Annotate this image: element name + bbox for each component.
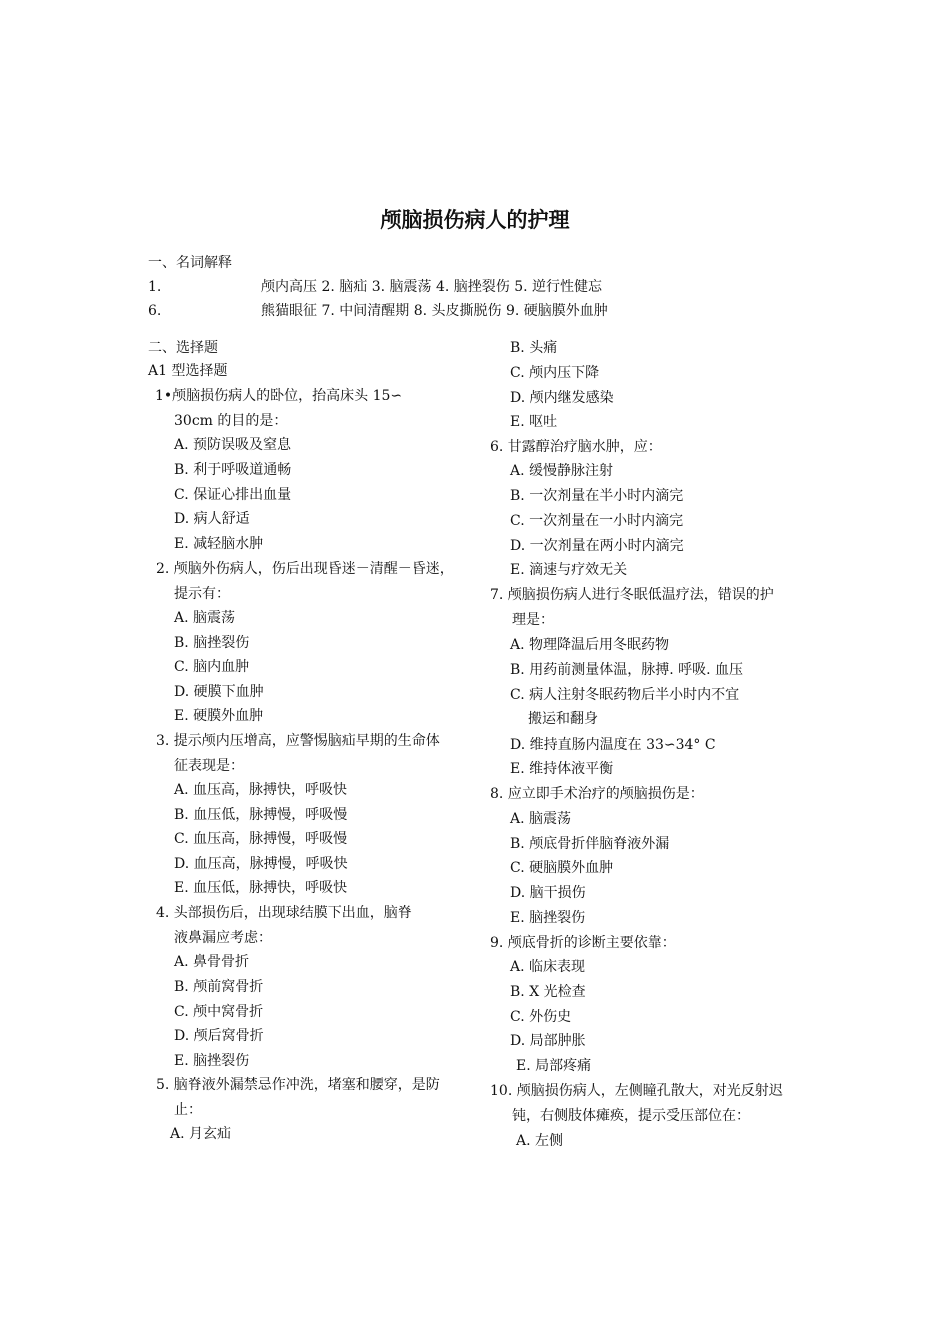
section-heading-definitions: 一、名词解释 xyxy=(148,255,232,271)
right-column-line: C. 颅内压下降 xyxy=(510,365,600,381)
left-column-line: E. 血压低，脉搏快，呼吸快 xyxy=(174,880,348,896)
left-column-line: 1•颅脑损伤病人的卧位，抬高床头 15∽ xyxy=(155,388,403,404)
left-column-line: 征表现是： xyxy=(174,758,244,774)
right-column-line: E. 脑挫裂伤 xyxy=(510,910,586,926)
subheading-a1: A1 型选择题 xyxy=(148,363,228,379)
right-column-line: C. 病人注射冬眠药物后半小时内不宜 xyxy=(510,687,740,703)
right-column-line: E. 呕吐 xyxy=(510,414,558,430)
definition-line-number: 1. xyxy=(148,279,162,295)
right-column-line: D. 脑干损伤 xyxy=(510,885,586,901)
right-column-line: A. 临床表现 xyxy=(510,959,586,975)
left-column-line: D. 血压高，脉搏慢，呼吸快 xyxy=(174,856,348,872)
left-column-line: 液鼻漏应考虑： xyxy=(174,930,272,946)
right-column-line: B. 头痛 xyxy=(510,340,558,356)
right-column-line: 搬运和翻身 xyxy=(528,711,598,727)
right-column-line: D. 维持直肠内温度在 33∽34° C xyxy=(510,737,716,753)
right-column-line: A. 物理降温后用冬眠药物 xyxy=(510,637,670,653)
right-column-line: C. 一次剂量在一小时内滴完 xyxy=(510,513,684,529)
left-column-line: D. 病人舒适 xyxy=(174,511,250,527)
right-column-line: 7. 颅脑损伤病人进行冬眠低温疗法，错误的护 xyxy=(490,587,774,603)
right-column-line: B. 用药前测量体温，脉搏. 呼吸. 血压 xyxy=(510,662,743,678)
right-column-line: A. 左侧 xyxy=(516,1133,564,1149)
page-title: 颅脑损伤病人的护理 xyxy=(380,208,570,232)
left-column-line: A. 鼻骨骨折 xyxy=(174,954,250,970)
right-column-line: 钝，右侧肢体瘫痪，提示受压部位在： xyxy=(512,1108,750,1124)
right-column-line: 9. 颅底骨折的诊断主要依靠： xyxy=(490,935,676,951)
right-column-line: D. 一次剂量在两小时内滴完 xyxy=(510,538,684,554)
definition-line: 熊猫眼征 7. 中间清醒期 8. 头皮撕脱伤 9. 硬脑膜外血肿 xyxy=(261,303,608,319)
right-column-line: A. 脑震荡 xyxy=(510,811,572,827)
left-column-line: 止： xyxy=(174,1102,202,1118)
left-column-line: 4. 头部损伤后，出现球结膜下出血，脑脊 xyxy=(156,905,412,921)
left-column-line: 30cm 的目的是： xyxy=(174,413,288,429)
right-column-line: 8. 应立即手术治疗的颅脑损伤是： xyxy=(490,786,704,802)
left-column-line: E. 硬膜外血肿 xyxy=(174,708,264,724)
section-heading-choice: 二、选择题 xyxy=(148,340,218,356)
right-column-line: D. 局部肿胀 xyxy=(510,1033,586,1049)
left-column-line: 2. 颅脑外伤病人，伤后出现昏迷－清醒－昏迷， xyxy=(156,561,454,577)
left-column-line: 5. 脑脊液外漏禁忌作冲洗，堵塞和腰穿，是防 xyxy=(156,1077,440,1093)
right-column-line: E. 滴速与疗效无关 xyxy=(510,562,628,578)
left-column-line: A. 月玄疝 xyxy=(170,1126,232,1142)
left-column-line: B. 颅前窝骨折 xyxy=(174,979,264,995)
right-column-line: 10. 颅脑损伤病人，左侧瞳孔散大，对光反射迟 xyxy=(490,1083,783,1099)
right-column-line: B. X 光检查 xyxy=(510,984,586,1000)
left-column-line: C. 颅中窝骨折 xyxy=(174,1004,264,1020)
right-column-line: E. 局部疼痛 xyxy=(516,1058,592,1074)
left-column-line: C. 脑内血肿 xyxy=(174,659,250,675)
left-column-line: D. 硬膜下血肿 xyxy=(174,684,264,700)
right-column-line: C. 硬脑膜外血肿 xyxy=(510,860,614,876)
left-column-line: 3. 提示颅内压增高，应警惕脑疝早期的生命体 xyxy=(156,733,440,749)
right-column-line: 6. 甘露醇治疗脑水肿，应： xyxy=(490,439,662,455)
right-column-line: A. 缓慢静脉注射 xyxy=(510,463,614,479)
right-column-line: B. 一次剂量在半小时内滴完 xyxy=(510,488,684,504)
left-column-line: A. 脑震荡 xyxy=(174,610,236,626)
left-column-line: A. 血压高，脉搏快，呼吸快 xyxy=(174,782,348,798)
left-column-line: E. 脑挫裂伤 xyxy=(174,1053,250,1069)
left-column-line: 提示有： xyxy=(174,586,230,602)
right-column-line: 理是： xyxy=(512,612,554,628)
definition-line: 颅内高压 2. 脑疝 3. 脑震荡 4. 脑挫裂伤 5. 逆行性健忘 xyxy=(261,279,603,295)
definition-line-number: 6. xyxy=(148,303,162,319)
left-column-line: B. 脑挫裂伤 xyxy=(174,635,250,651)
left-column-line: C. 保证心排出血量 xyxy=(174,487,292,503)
right-column-line: D. 颅内继发感染 xyxy=(510,390,614,406)
left-column-line: C. 血压高，脉搏慢，呼吸慢 xyxy=(174,831,348,847)
right-column-line: E. 维持体液平衡 xyxy=(510,761,614,777)
right-column-line: C. 外伤史 xyxy=(510,1009,572,1025)
left-column-line: A. 预防误吸及窒息 xyxy=(174,437,292,453)
right-column-line: B. 颅底骨折伴脑脊液外漏 xyxy=(510,836,670,852)
left-column-line: E. 减轻脑水肿 xyxy=(174,536,264,552)
left-column-line: B. 血压低，脉搏慢，呼吸慢 xyxy=(174,807,348,823)
left-column-line: B. 利于呼吸道通畅 xyxy=(174,462,292,478)
left-column-line: D. 颅后窝骨折 xyxy=(174,1028,264,1044)
